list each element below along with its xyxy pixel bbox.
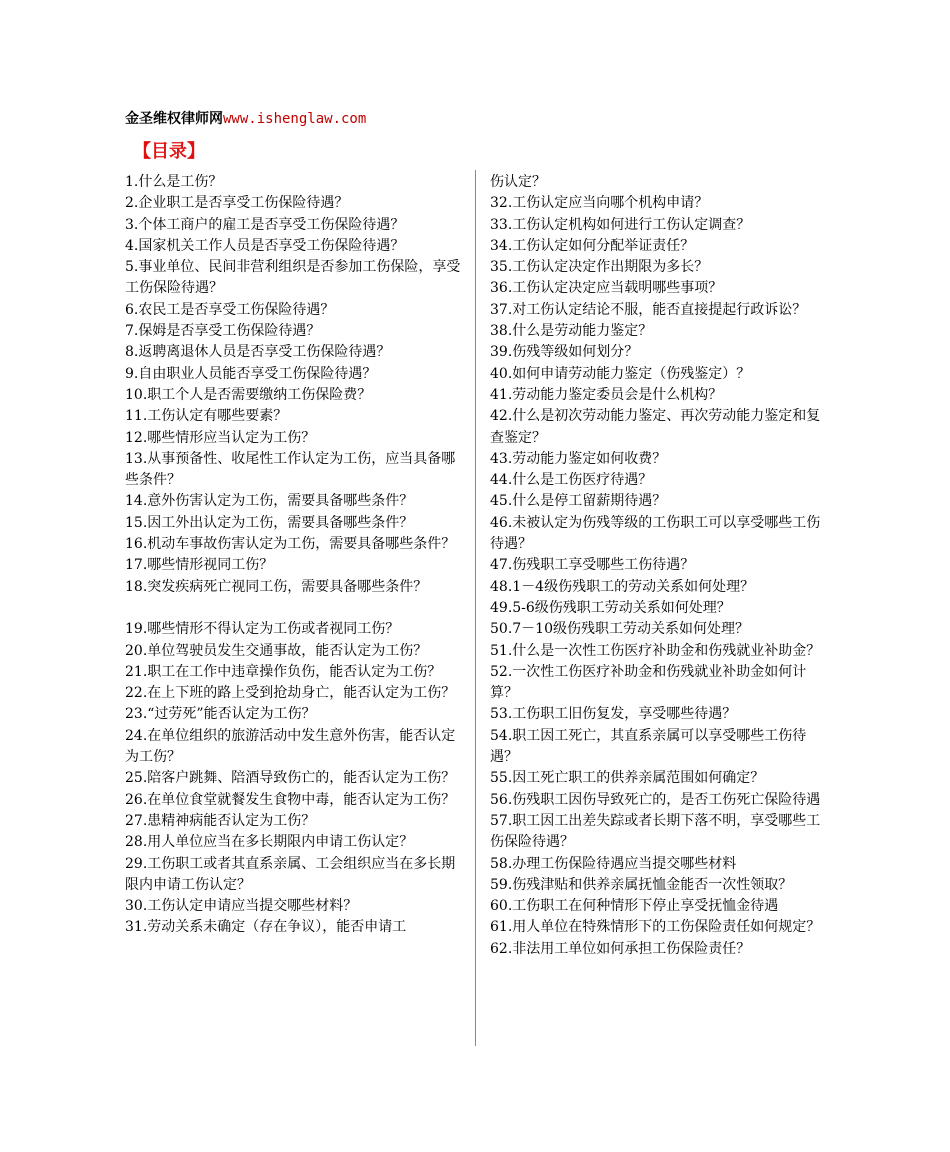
toc-entry[interactable]: 48.1－4级伤残职工的劳动关系如何处理？ xyxy=(490,578,755,595)
toc-entry[interactable]: 伤认定？ xyxy=(490,174,546,190)
toc-entry[interactable]: 62.非法用工单位如何承担工伤保险责任？ xyxy=(490,940,751,957)
toc-entry[interactable]: 29.工伤职工或者其直系亲属、工会组织应当在多长期限内申请工伤认定？ xyxy=(125,855,456,893)
toc-entry[interactable]: 38.什么是劳动能力鉴定？ xyxy=(490,323,653,340)
toc-entry[interactable]: 6.农民工是否享受工伤保险待遇？ xyxy=(125,301,335,318)
toc-entry[interactable]: 43.劳动能力鉴定如何收费？ xyxy=(490,450,667,467)
toc-entry[interactable]: 27.患精神病能否认定为工伤？ xyxy=(125,812,316,829)
toc-entry[interactable]: 11.工伤认定有哪些要素？ xyxy=(125,408,288,425)
toc-entry[interactable]: 5.事业单位、民间非营利组织是否参加工伤保险，享受工伤保险待遇？ xyxy=(125,259,461,297)
toc-entry[interactable]: 55.因工死亡职工的供养亲属范围如何确定？ xyxy=(490,770,765,787)
toc-entry[interactable]: 2.企业职工是否享受工伤保险待遇？ xyxy=(125,195,349,212)
toc-entry[interactable]: 20.单位驾驶员发生交通事故，能否认定为工伤？ xyxy=(125,642,428,659)
toc-entry[interactable]: 9.自由职业人员能否享受工伤保险待遇？ xyxy=(125,365,377,382)
toc-entry[interactable]: 7.保姆是否享受工伤保险待遇？ xyxy=(125,323,321,340)
toc-entry[interactable]: 21.职工在工作中违章操作负伤，能否认定为工伤？ xyxy=(125,663,442,680)
toc-entry[interactable]: 16.机动车事故伤害认定为工伤，需要具备哪些条件？ xyxy=(125,536,456,553)
site-url-link[interactable]: www.ishenglaw.com xyxy=(223,111,367,127)
toc-entry[interactable]: 14.意外伤害认定为工伤，需要具备哪些条件？ xyxy=(125,493,414,510)
toc-left-column xyxy=(125,172,468,939)
site-name: 金圣维权律师网 xyxy=(125,111,223,127)
toc-entry[interactable]: 24.在单位组织的旅游活动中发生意外伤害，能否认定为工伤？ xyxy=(125,727,456,766)
toc-title: 【目录】 xyxy=(133,141,205,162)
toc-entry[interactable]: 19.哪些情形不得认定为工伤或者视同工伤？ xyxy=(125,621,400,638)
toc-entry[interactable]: 41.劳动能力鉴定委员会是什么机构？ xyxy=(490,386,723,403)
toc-entry[interactable]: 23.“过劳死”能否认定为工伤？ xyxy=(125,706,316,723)
toc-entry[interactable]: 17.哪些情形视同工伤？ xyxy=(125,557,274,574)
toc-entry[interactable]: 54.职工因工死亡，其直系亲属可以享受哪些工伤待遇？ xyxy=(490,727,807,766)
toc-entry[interactable]: 53.工伤职工旧伤复发，享受哪些待遇？ xyxy=(490,706,737,723)
toc-entry[interactable]: 10.职工个人是否需要缴纳工伤保险费？ xyxy=(125,386,372,403)
toc-entry[interactable]: 1.什么是工伤？ xyxy=(125,174,223,190)
toc-entry[interactable]: 26.在单位食堂就餐发生食物中毒，能否认定为工伤？ xyxy=(125,791,456,808)
toc-entry[interactable]: 37.对工伤认定结论不服，能否直接提起行政诉讼？ xyxy=(490,301,807,318)
column-divider xyxy=(475,170,476,1046)
blank-line xyxy=(125,598,468,619)
toc-entry[interactable]: 32.工伤认定应当向哪个机构申请？ xyxy=(490,195,709,212)
toc-entry[interactable]: 51.什么是一次性工伤医疗补助金和伤残就业补助金？ xyxy=(490,642,821,659)
toc-entry[interactable]: 35.工伤认定决定作出期限为多长？ xyxy=(490,259,709,276)
toc-right-column xyxy=(490,172,833,960)
page-header xyxy=(125,109,366,129)
toc-entry[interactable]: 13.从事预备性、收尾性工作认定为工伤，应当具备哪些条件？ xyxy=(125,450,456,489)
toc-entry[interactable]: 3.个体工商户的雇工是否享受工伤保险待遇？ xyxy=(125,216,405,233)
toc-entry[interactable]: 58.办理工伤保险待遇应当提交哪些材料 xyxy=(490,855,737,872)
toc-entry[interactable]: 52.一次性工伤医疗补助金和伤残就业补助金如何计算？ xyxy=(490,663,807,702)
toc-entry[interactable]: 34.工伤认定如何分配举证责任？ xyxy=(490,237,695,254)
toc-entry[interactable]: 45.什么是停工留薪期待遇？ xyxy=(490,493,667,510)
toc-entry[interactable]: 25.陪客户跳舞、陪酒导致伤亡的，能否认定为工伤？ xyxy=(125,770,456,787)
toc-entry[interactable]: 42.什么是初次劳动能力鉴定、再次劳动能力鉴定和复查鉴定？ xyxy=(490,408,821,446)
toc-entry[interactable]: 59.伤残津贴和供养亲属抚恤金能否一次性领取？ xyxy=(490,876,793,893)
toc-entry[interactable]: 15.因工外出认定为工伤，需要具备哪些条件？ xyxy=(125,514,414,531)
toc-entry[interactable]: 22.在上下班的路上受到抢劫身亡，能否认定为工伤？ xyxy=(125,685,456,702)
toc-entry[interactable]: 61.用人单位在特殊情形下的工伤保险责任如何规定？ xyxy=(490,919,821,936)
toc-entry[interactable]: 56.伤残职工因伤导致死亡的，是否工伤死亡保险待遇 xyxy=(490,791,821,808)
toc-entry[interactable]: 28.用人单位应当在多长期限内申请工伤认定？ xyxy=(125,834,414,851)
toc-entry[interactable]: 36.工伤认定决定应当载明哪些事项？ xyxy=(490,280,723,297)
toc-entry[interactable]: 12.哪些情形应当认定为工伤？ xyxy=(125,429,316,446)
toc-entry[interactable]: 4.国家机关工作人员是否享受工伤保险待遇？ xyxy=(125,237,405,254)
toc-entry[interactable]: 18.突发疾病死亡视同工伤，需要具备哪些条件？ xyxy=(125,578,428,595)
toc-entry[interactable]: 30.工伤认定申请应当提交哪些材料？ xyxy=(125,898,358,915)
toc-entry[interactable]: 49.5-6级伤残职工劳动关系如何处理？ xyxy=(490,599,731,616)
toc-entry[interactable]: 40.如何申请劳动能力鉴定（伤残鉴定）？ xyxy=(490,365,751,382)
toc-entry[interactable]: 57.职工因工出差失踪或者长期下落不明，享受哪些工伤保险待遇？ xyxy=(490,812,821,851)
toc-entry[interactable]: 46.未被认定为伤残等级的工伤职工可以享受哪些工伤待遇？ xyxy=(490,514,821,553)
toc-entry[interactable]: 60.工伤职工在何种情形下停止享受抚恤金待遇 xyxy=(490,898,779,915)
toc-entry[interactable]: 31.劳动关系未确定（存在争议），能否申请工 xyxy=(125,919,407,936)
toc-entry[interactable]: 33.工伤认定机构如何进行工伤认定调查？ xyxy=(490,216,751,233)
toc-entry[interactable]: 47.伤残职工享受哪些工伤待遇？ xyxy=(490,557,695,574)
toc-entry[interactable]: 50.7－10级伤残职工劳动关系如何处理？ xyxy=(490,621,749,638)
toc-entry[interactable]: 44.什么是工伤医疗待遇？ xyxy=(490,472,653,489)
toc-entry[interactable]: 39.伤残等级如何划分？ xyxy=(490,344,639,361)
toc-entry[interactable]: 8.返聘离退休人员是否享受工伤保险待遇？ xyxy=(125,344,391,361)
